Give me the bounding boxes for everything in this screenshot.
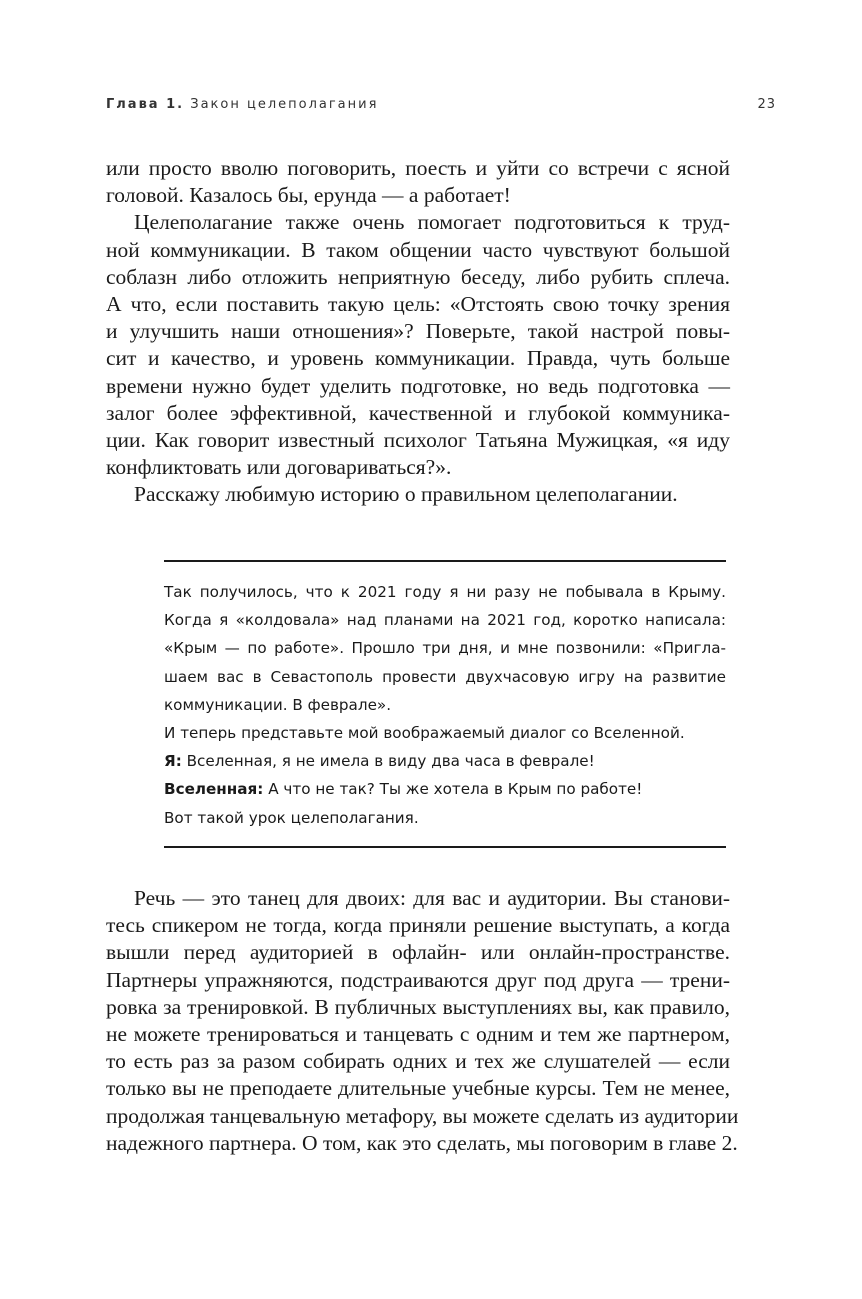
text-line: залог более эффективной, качественной и глубокой коммуника- <box>106 400 730 425</box>
text-line: Расскажу любимую историю о правильном целеполагании. <box>134 482 678 507</box>
dialogue-text: А что не так? Ты же хотела в Крым по работе! <box>263 780 643 799</box>
text-line: и улучшить наши отношения»? Поверьте, такой настрой повы- <box>106 319 730 344</box>
text-line: только вы не преподаете длительные учебные курсы. Тем не менее, <box>106 1076 730 1101</box>
story-line: И теперь представьте мой воображаемый диалог со Вселенной. <box>164 723 685 742</box>
text-line: конфликтовать или договариваться?». <box>106 455 452 480</box>
story-top-rule <box>164 560 726 562</box>
chapter-label: Глава 1. <box>106 97 185 112</box>
text-line: вышли перед аудиторией в офлайн- или онлайн-пространстве. <box>106 940 730 965</box>
main-text-top <box>106 155 730 508</box>
text-line: времени нужно будет уделить подготовке, но ведь подготовка — <box>106 373 730 398</box>
text-line: сит и качество, и уровень коммуникации. Правда, чуть больше <box>106 346 730 371</box>
text-line: Партнеры упражняются, подстраиваются друг под друга — трени- <box>106 967 730 992</box>
text-line: не можете тренироваться и танцевать с одним и тем же партнером, <box>106 1021 730 1046</box>
text-line: Речь — это танец для двоих: для вас и аудитории. Вы станови- <box>134 886 730 910</box>
text-line: А что, если поставить такую цель: «Отстоять свою точку зрения <box>106 291 730 316</box>
chapter-title: Закон целеполагания <box>190 97 379 112</box>
text-line: или просто вволю поговорить, поесть и уйти со встречи с ясной <box>106 156 730 180</box>
text-line: Целеполагание также очень помогает подготовиться к труд- <box>134 210 730 235</box>
text-line: продолжая танцевальную метафору, вы можете сделать из аудитории <box>106 1103 739 1128</box>
text-line: ной коммуникации. В таком общении часто чувствуют большой <box>106 237 730 262</box>
running-header <box>106 97 776 117</box>
text-line: головой. Казалось бы, ерунда — а работает! <box>106 183 511 208</box>
dialogue-text: Вселенная, я не имела в виду два часа в феврале! <box>181 752 595 771</box>
text-line: тесь спикером не тогда, когда приняли решение выступать, а когда <box>106 913 730 938</box>
text-line: ровка за тренировкой. В публичных выступлениях вы, как правило, <box>106 994 730 1019</box>
text-line: то есть раз за разом собирать одних и тех же слушателей — если <box>106 1049 730 1074</box>
story-box <box>164 560 726 848</box>
story-line: Так получилось, что к 2021 году я ни разу не побывала в Крыму. <box>164 583 726 601</box>
story-line: «Крым — по работе». Прошло три дня, и мне позвонили: «Пригла- <box>164 639 726 658</box>
speaker-label: Я: <box>164 752 182 771</box>
dialogue-line <box>164 775 726 803</box>
story-text <box>164 578 726 832</box>
story-line: коммуникации. В феврале». <box>164 695 392 714</box>
text-line: соблазн либо отложить неприятную беседу, либо рубить сплеча. <box>106 264 730 289</box>
page-number: 23 <box>757 97 776 112</box>
main-text-bottom <box>106 885 739 1157</box>
story-line: Когда я «колдовала» над планами на 2021 год, коротко написала: <box>164 611 726 630</box>
text-line: надежного партнера. О том, как это сделать, мы поговорим в главе 2. <box>106 1130 738 1155</box>
text-line: ции. Как говорит известный психолог Татьяна Мужицкая, «я иду <box>106 427 730 452</box>
story-line: шаем вас в Севастополь провести двухчасовую игру на развитие <box>164 667 726 686</box>
story-bottom-rule <box>164 846 726 848</box>
speaker-label: Вселенная: <box>164 780 264 799</box>
dialogue-line <box>164 747 726 775</box>
story-line: Вот такой урок целеполагания. <box>164 808 419 827</box>
